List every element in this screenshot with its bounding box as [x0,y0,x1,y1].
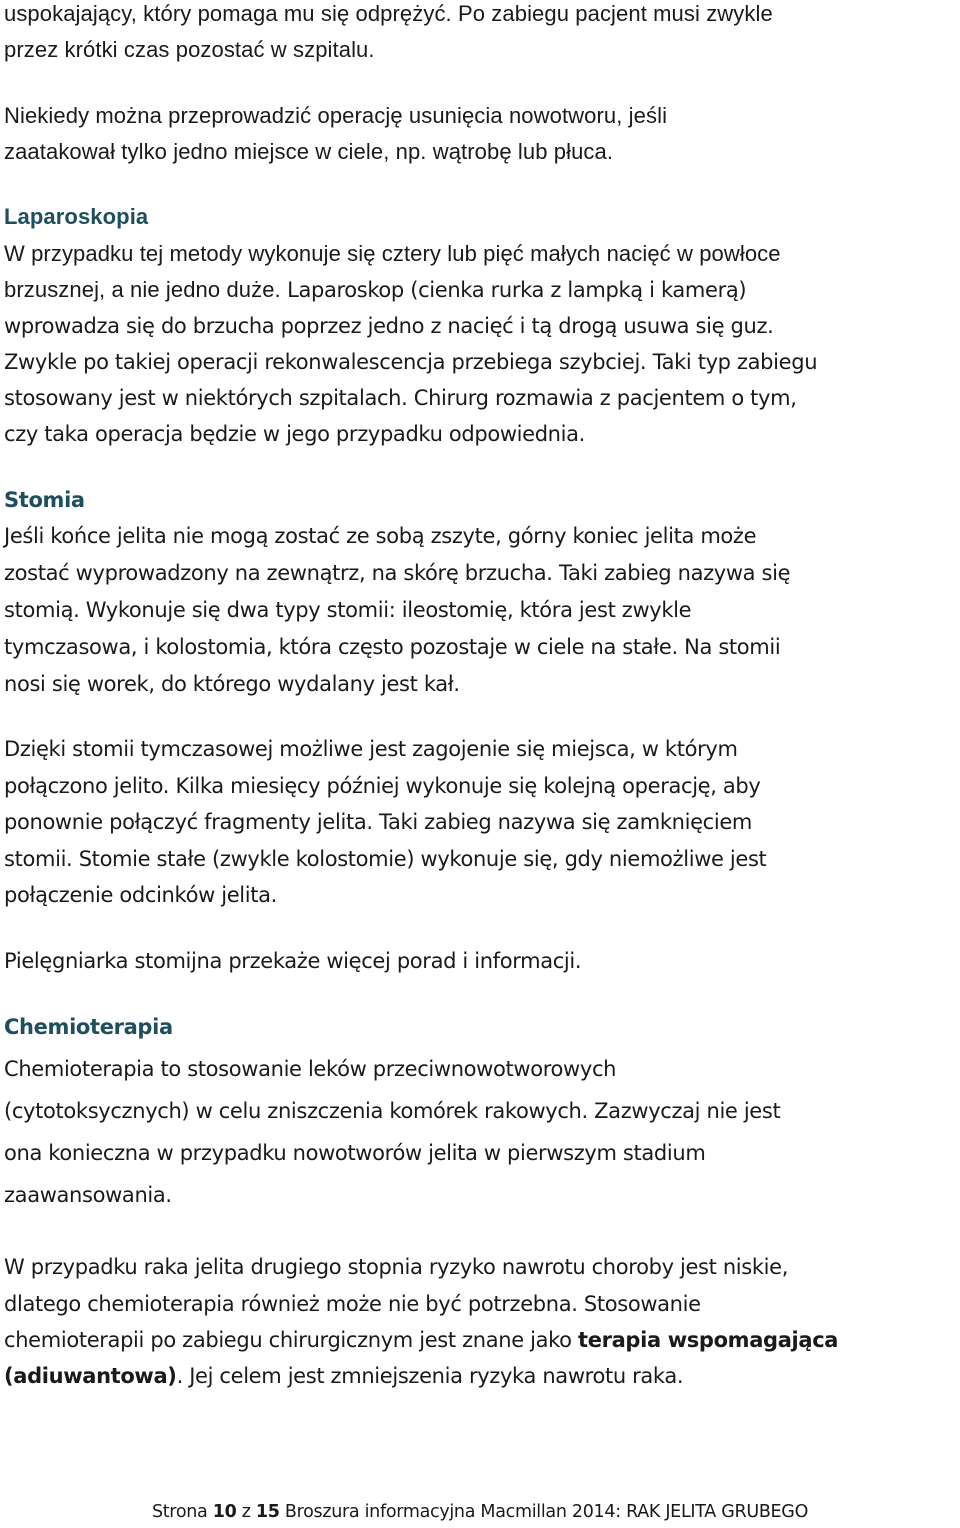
text-line: czy taka operacja będzie w jego przypadku odpowiednia. [4,422,585,446]
text-line: stomią. Wykonuje się dwa typy stomii: ileostomię, która jest zwykle [4,598,692,622]
text-line: zaatakował tylko jedno miejsce w ciele, np. wątrobę lub płuca. [4,139,614,164]
text-line: dlatego chemioterapia również może nie być potrzebna. Stosowanie [4,1292,701,1316]
section-heading-stomia: Stomia [4,488,85,512]
text-line: połączenie odcinków jelita. [4,883,277,907]
text-line: W przypadku raka jelita drugiego stopnia ryzyko nawrotu choroby jest niskie, [4,1255,789,1279]
text-line: stosowany jest w niektórych szpitalach. Chirurg rozmawia z pacjentem o tym, [4,386,797,410]
bold-term: terapia wspomagająca [578,1328,839,1352]
footer-of: z [236,1502,256,1522]
footer-page-total: 15 [255,1502,280,1522]
text-span: . Jej celem jest zmniejszenia ryzyka nawrotu raka. [176,1364,684,1388]
text-line: zaawansowania. [4,1183,172,1207]
text-line: Dzięki stomii tymczasowej możliwe jest zagojenie się miejsca, w którym [4,737,738,761]
text-line: uspokajający, który pomaga mu się odprężyć. Po zabiegu pacjent musi zwykle [4,1,773,26]
text-line: ponownie połączyć fragmenty jelita. Taki zabieg nazywa się zamknięciem [4,810,753,834]
text-line: Zwykle po takiej operacji rekonwalescencja przebiega szybciej. Taki typ zabiegu [4,350,818,374]
text-line: tymczasowa, i kolostomia, która często pozostaje w ciele na stałe. Na stomii [4,635,781,659]
text-line: W przypadku tej metody wykonuje się cztery lub pięć małych nacięć w powłoce [4,241,781,266]
text-line: ona konieczna w przypadku nowotworów jelita w pierwszym stadium [4,1141,706,1165]
text-line: połączono jelito. Kilka miesięcy później wykonuje się kolejną operację, aby [4,774,761,798]
text-line: zostać wyprowadzony na zewnątrz, na skórę brzucha. Taki zabieg nazywa się [4,561,791,585]
footer-page-number: 10 [212,1502,237,1522]
text-line [4,1326,838,1354]
text-line: (cytotoksycznych) w celu zniszczenia komórek rakowych. Zazwyczaj nie jest [4,1099,781,1123]
footer-prefix: Strona [151,1502,213,1522]
footer-title: Broszura informacyjna Macmillan 2014: RAK JELITA GRUBEGO [279,1502,809,1522]
bold-term: (adiuwantowa) [4,1364,177,1388]
text-line: przez krótki czas pozostać w szpitalu. [4,37,375,62]
text-span: chemioterapii po zabiegu chirurgicznym jest znane jako [4,1328,578,1352]
text-span: Laparoskop (cienka rurka z lampką i kamerą) [280,278,747,302]
text-line: Pielęgniarka stomijna przekaże więcej porad i informacji. [4,949,582,973]
text-line: nosi się worek, do którego wydalany jest kał. [4,672,460,696]
page-footer [0,1500,960,1524]
text-line [4,1362,683,1390]
text-line: wprowadza się do brzucha poprzez jedno z nacięć i tą drogą usuwa się guz. [4,314,774,338]
text-line: Niekiedy można przeprowadzić operację usunięcia nowotworu, jeśli [4,103,668,128]
text-line: stomii. Stomie stałe (zwykle kolostomie) wykonuje się, gdy niemożliwe jest [4,847,767,871]
section-heading-laparoscopy: Laparoskopia [4,204,149,229]
text-line [4,276,746,304]
text-line: Chemioterapia to stosowanie leków przeciwnowotworowych [4,1057,617,1081]
section-heading-chemotherapy: Chemioterapia [4,1015,173,1039]
text-span: brzusznej, a nie jedno duże. [4,277,281,302]
text-line: Jeśli końce jelita nie mogą zostać ze sobą zszyte, górny koniec jelita może [4,524,757,548]
